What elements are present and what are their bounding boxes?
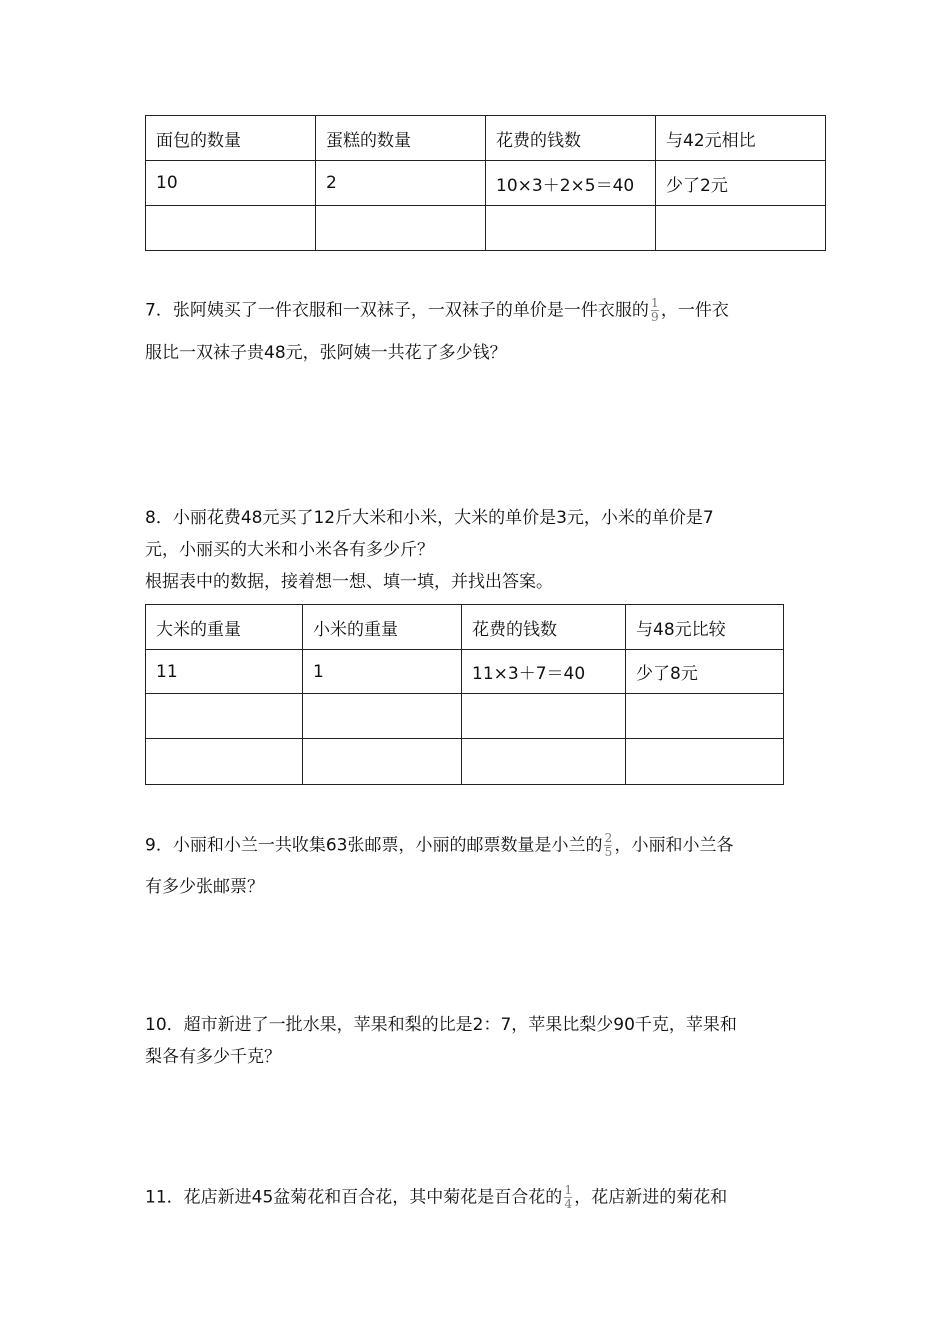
cell: 10×3＋2×5＝40 — [486, 161, 656, 206]
empty-cell — [626, 694, 784, 739]
empty-cell — [626, 739, 784, 785]
question-11-line-1 — [145, 1184, 727, 1211]
empty-cell — [462, 694, 626, 739]
cell: 11×3＋7＝40 — [462, 650, 626, 694]
empty-cell — [146, 739, 303, 785]
header-cell: 小米的重量 — [303, 605, 462, 650]
numerator: 2 — [604, 831, 613, 845]
cell: 少了2元 — [656, 161, 826, 206]
table-rice-millet — [145, 604, 784, 785]
text: ，小丽和小兰各 — [614, 835, 734, 856]
question-9-line-1 — [145, 832, 733, 859]
denominator: 4 — [564, 1197, 573, 1211]
empty-cell — [303, 694, 462, 739]
denominator: 9 — [651, 310, 659, 324]
empty-cell — [146, 694, 303, 739]
text: 9．小丽和小兰一共收集63张邮票，小丽的邮票数量是小兰的 — [145, 835, 603, 856]
empty-cell — [146, 206, 316, 251]
text: ，花店新进的菊花和 — [574, 1187, 728, 1208]
fraction — [564, 1184, 572, 1211]
question-7-line-2: 服比一双袜子贵48元，张阿姨一共花了多少钱？ — [145, 343, 507, 363]
question-8-line-1: 8．小丽花费48元买了12斤大米和小米，大米的单价是3元，小米的单价是7 — [145, 508, 714, 528]
question-8-instruction: 根据表中的数据，接着想一想、填一填，并找出答案。 — [145, 572, 553, 592]
question-8-line-2: 元，小丽买的大米和小米各有多少斤？ — [145, 540, 434, 560]
table-header-row — [146, 116, 826, 161]
cell: 1 — [303, 650, 462, 694]
text: ，一件衣 — [660, 300, 729, 321]
table-row — [146, 206, 826, 251]
header-cell: 面包的数量 — [146, 116, 316, 161]
header-cell: 与42元相比 — [656, 116, 826, 161]
header-cell: 与48元比较 — [626, 605, 784, 650]
question-10-line-2: 梨各有多少千克？ — [145, 1047, 281, 1067]
text: 7．张阿姨买了一件衣服和一双袜子，一双袜子的单价是一件衣服的 — [145, 300, 649, 321]
header-cell: 花费的钱数 — [462, 605, 626, 650]
header-cell: 花费的钱数 — [486, 116, 656, 161]
table-row — [146, 739, 784, 785]
empty-cell — [462, 739, 626, 785]
cell: 10 — [146, 161, 316, 206]
cell: 2 — [316, 161, 486, 206]
question-10-line-1: 10．超市新进了一批水果，苹果和梨的比是2：7，苹果比梨少90千克，苹果和 — [145, 1015, 737, 1035]
cell: 11 — [146, 650, 303, 694]
table-bread-cake — [145, 115, 826, 251]
question-9-line-2: 有多少张邮票？ — [145, 877, 264, 897]
header-cell: 大米的重量 — [146, 605, 303, 650]
fraction — [604, 832, 612, 859]
fraction — [651, 297, 659, 324]
cell: 少了8元 — [626, 650, 784, 694]
table-row — [146, 650, 784, 694]
header-cell: 蛋糕的数量 — [316, 116, 486, 161]
numerator: 1 — [564, 1183, 573, 1197]
empty-cell — [656, 206, 826, 251]
question-7-line-1 — [145, 297, 729, 324]
empty-cell — [316, 206, 486, 251]
numerator: 1 — [651, 296, 659, 310]
table-header-row — [146, 605, 784, 650]
table-row — [146, 694, 784, 739]
empty-cell — [486, 206, 656, 251]
text: 11．花店新进45盆菊花和百合花，其中菊花是百合花的 — [145, 1187, 563, 1208]
denominator: 5 — [604, 845, 613, 859]
empty-cell — [303, 739, 462, 785]
table-row — [146, 161, 826, 206]
